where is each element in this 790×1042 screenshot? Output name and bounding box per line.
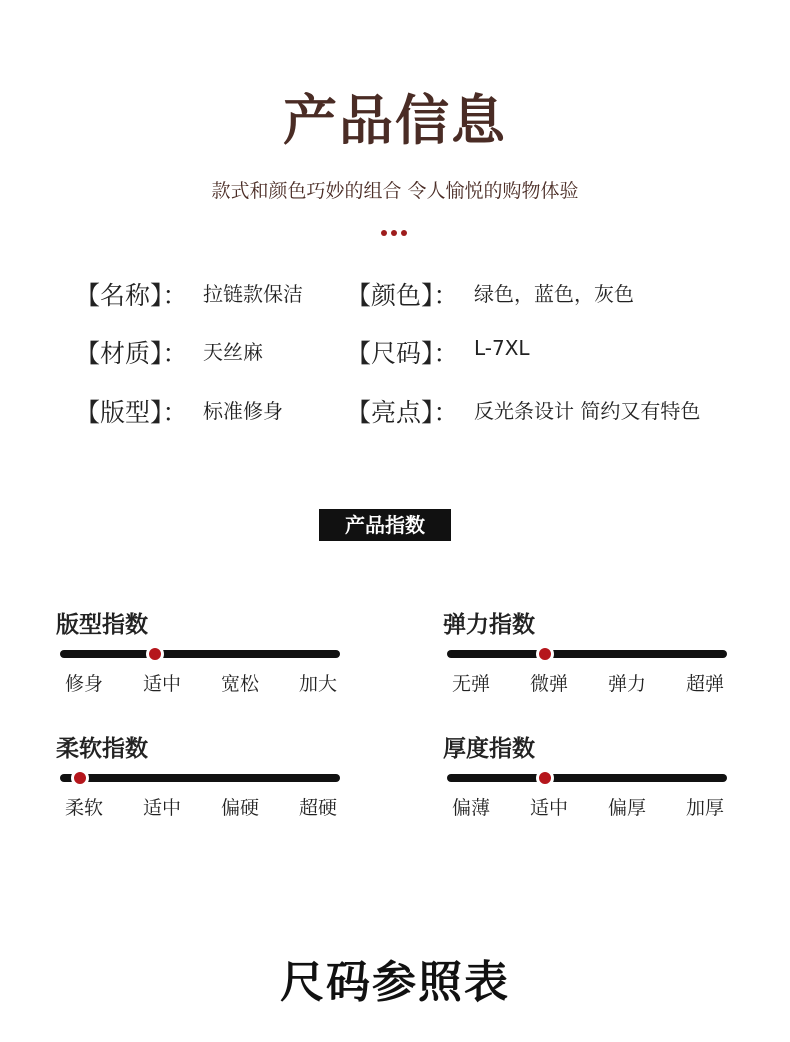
section-badge: 产品指数 bbox=[319, 509, 451, 541]
info-size-value: L-7XL bbox=[474, 336, 530, 360]
decorative-dots bbox=[381, 230, 407, 236]
index-label: 加大 bbox=[298, 673, 337, 695]
index-labels bbox=[443, 793, 733, 820]
info-name bbox=[75, 276, 303, 312]
info-fit bbox=[75, 393, 283, 429]
index-label: 微弹 bbox=[529, 673, 568, 695]
info-name-key: 【名称】： bbox=[75, 281, 188, 310]
index-track bbox=[447, 650, 727, 658]
index-label: 弹力 bbox=[607, 673, 646, 695]
index-label: 宽松 bbox=[220, 673, 259, 695]
index-label: 偏硬 bbox=[220, 797, 259, 819]
index-labels bbox=[56, 669, 346, 696]
info-color-value: 绿色，蓝色，灰色 bbox=[474, 282, 634, 306]
index-elasticity bbox=[443, 606, 733, 695]
index-track bbox=[447, 774, 727, 782]
index-track bbox=[60, 774, 340, 782]
index-marker bbox=[536, 769, 554, 787]
index-thickness bbox=[443, 730, 733, 819]
index-label: 偏厚 bbox=[607, 797, 646, 819]
index-label: 适中 bbox=[529, 797, 568, 819]
dot-icon bbox=[381, 230, 387, 236]
index-label: 适中 bbox=[142, 673, 181, 695]
index-marker bbox=[71, 769, 89, 787]
index-title: 厚度指数 bbox=[443, 736, 535, 762]
index-label: 偏薄 bbox=[451, 797, 490, 819]
info-name-value: 拉链款保洁 bbox=[203, 282, 303, 306]
index-track bbox=[60, 650, 340, 658]
info-material-key: 【材质】： bbox=[75, 339, 188, 368]
info-color bbox=[346, 276, 634, 312]
dot-icon bbox=[391, 230, 397, 236]
info-highlight-value: 反光条设计 简约又有特色 bbox=[474, 399, 701, 423]
index-labels bbox=[56, 793, 346, 820]
index-marker bbox=[146, 645, 164, 663]
index-title: 版型指数 bbox=[56, 612, 148, 638]
index-marker bbox=[536, 645, 554, 663]
page-subtitle: 款式和颜色巧妙的组合 令人愉悦的购物体验 bbox=[211, 180, 579, 202]
info-size bbox=[346, 334, 530, 370]
page-title: 产品信息 bbox=[283, 89, 507, 152]
size-chart-title: 尺码参照表 bbox=[280, 957, 510, 1008]
info-fit-key: 【版型】： bbox=[75, 398, 188, 427]
index-title: 弹力指数 bbox=[443, 612, 535, 638]
index-label: 无弹 bbox=[451, 673, 490, 695]
info-fit-value: 标准修身 bbox=[203, 399, 283, 423]
index-labels bbox=[443, 669, 733, 696]
index-softness bbox=[56, 730, 346, 819]
index-label: 超弹 bbox=[685, 673, 724, 695]
info-size-key: 【尺码】： bbox=[346, 339, 459, 368]
index-title: 柔软指数 bbox=[56, 736, 148, 762]
index-label: 柔软 bbox=[64, 797, 103, 819]
info-material-value: 天丝麻 bbox=[203, 340, 263, 364]
info-color-key: 【颜色】： bbox=[346, 281, 459, 310]
index-fit bbox=[56, 606, 346, 695]
info-highlight bbox=[346, 393, 701, 429]
info-material bbox=[75, 334, 263, 370]
index-label: 超硬 bbox=[298, 797, 337, 819]
index-label: 适中 bbox=[142, 797, 181, 819]
index-label: 加厚 bbox=[685, 797, 724, 819]
dot-icon bbox=[401, 230, 407, 236]
info-highlight-key: 【亮点】： bbox=[346, 398, 459, 427]
index-label: 修身 bbox=[64, 673, 103, 695]
